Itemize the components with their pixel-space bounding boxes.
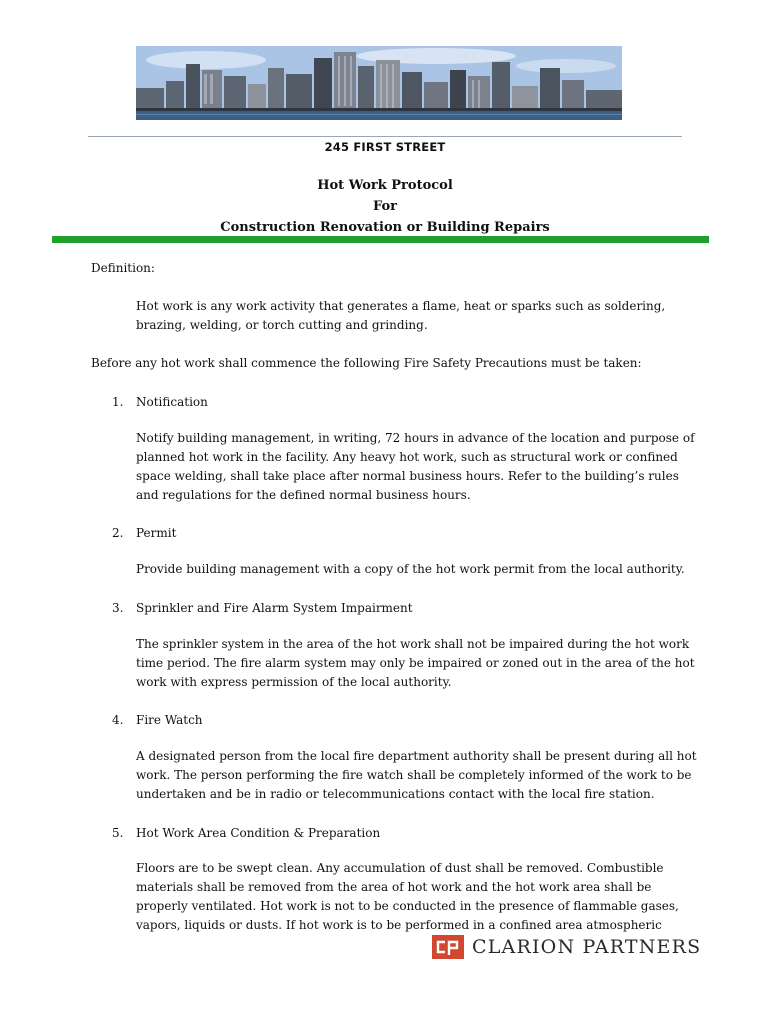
cp-logo-icon [432, 935, 464, 959]
section-heading-area-condition: Hot Work Area Condition & Preparation [136, 826, 381, 840]
section-number: 3. [112, 601, 124, 615]
section-body-line: The sprinkler system in the area of the hot work shall not be impaired during the hot work [136, 637, 690, 651]
section-number: 2. [112, 526, 124, 540]
section-body-line: space welding, shall take place after normal business hours. Refer to the building’s rules [136, 469, 679, 483]
document-title-for: For [372, 199, 398, 214]
definition-label: Definition: [91, 261, 155, 275]
section-heading-sprinkler: Sprinkler and Fire Alarm System Impairment [136, 601, 413, 615]
building-address: 245 FIRST STREET [324, 140, 446, 154]
intro-paragraph: Before any hot work shall commence the following Fire Safety Precautions must be taken: [91, 356, 642, 370]
clarion-partners-logo [432, 934, 701, 960]
header-divider [88, 136, 682, 137]
section-body-line: time period. The fire alarm system may only be impaired or zoned out in the area of the hot [136, 656, 695, 670]
document-title: Hot Work Protocol [317, 178, 453, 193]
section-body-line: and regulations for the defined normal business hours. [136, 488, 471, 502]
section-body-line: Floors are to be swept clean. Any accumulation of dust shall be removed. Combustible [136, 861, 664, 875]
definition-text-line: Hot work is any work activity that generates a flame, heat or sparks such as soldering, [136, 299, 666, 313]
section-heading-permit: Permit [136, 526, 177, 540]
section-number: 1. [112, 395, 124, 409]
section-heading-fire-watch: Fire Watch [136, 713, 203, 727]
section-heading-notification: Notification [136, 395, 208, 409]
section-body-line: vapors, liquids or dusts. If hot work is to be performed in a confined area atmospheric [136, 918, 662, 932]
section-body-line: planned hot work in the facility. Any heavy hot work, such as structural work or confined [136, 450, 678, 464]
document-subtitle: Construction Renovation or Building Repairs [220, 220, 550, 235]
section-body-line: materials shall be removed from the area of hot work and the hot work area shall be [136, 880, 652, 894]
section-body-line: work. The person performing the fire watch shall be completely informed of the work to be [136, 768, 692, 782]
section-body-line: A designated person from the local fire department authority shall be present during all hot [136, 749, 697, 763]
section-body-line: Notify building management, in writing, 72 hours in advance of the location and purpose of [136, 431, 695, 445]
section-body-line: undertaken and be in radio or telecommunications contact with the local fire station. [136, 787, 655, 801]
section-number: 4. [112, 713, 124, 727]
logo-wordmark: CLARION PARTNERS [472, 936, 702, 958]
definition-text-line: brazing, welding, or torch cutting and grinding. [136, 318, 428, 332]
section-body-line: work with express permission of the local authority. [136, 675, 452, 689]
section-body-line: Provide building management with a copy of the hot work permit from the local authority. [136, 562, 685, 576]
title-underline-bar [52, 236, 709, 243]
section-body-line: properly ventilated. Hot work is not to be conducted in the presence of flammable gases, [136, 899, 679, 913]
city-skyline-photo [136, 46, 622, 120]
section-number: 5. [112, 826, 124, 840]
